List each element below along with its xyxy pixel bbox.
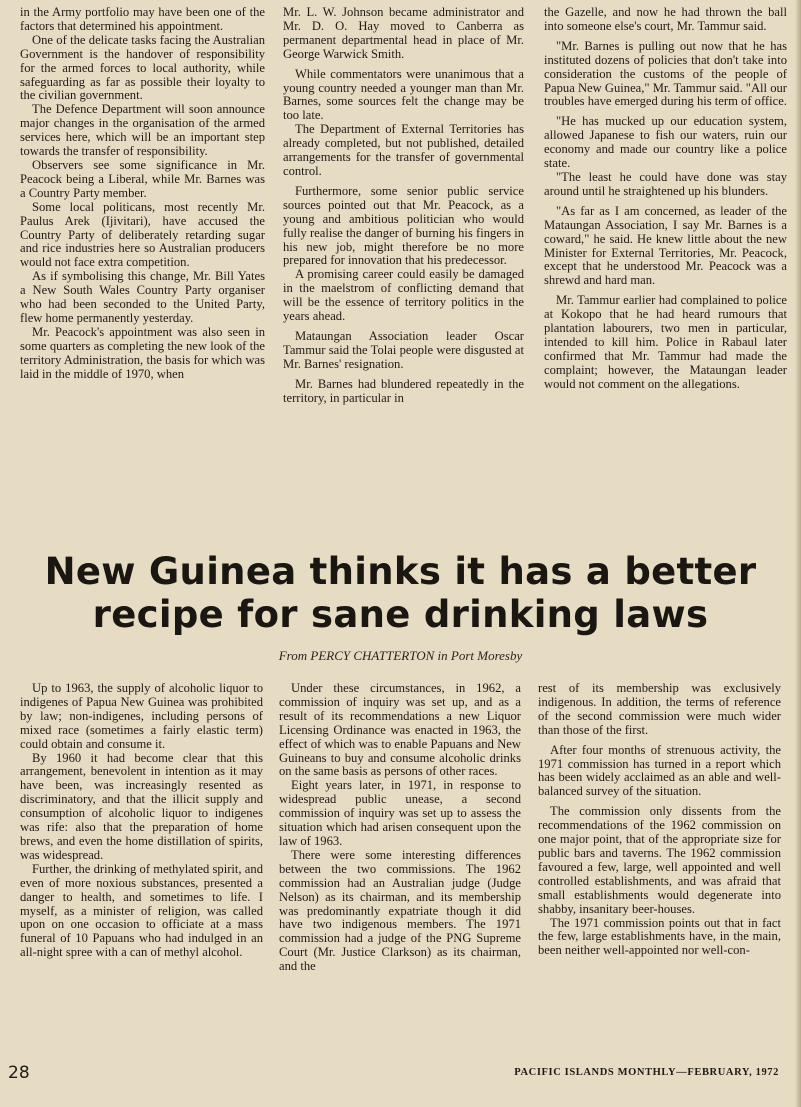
paragraph: Eight years later, in 1971, in response to widespread public unease, a second commission of inquiry was set up to assess the situation which had arisen consequent upon the law of 1963. bbox=[279, 778, 521, 848]
paragraph: "The least he could have done was stay around until he straightened up his blunders. bbox=[544, 169, 787, 198]
running-head: PACIFIC ISLANDS MONTHLY—FEBRUARY, 1972 bbox=[514, 1067, 779, 1078]
paragraph: Furthermore, some senior public service sources pointed out that Mr. Peacock, as a young and ambitious politician who would fully realise the danger of burning his fingers in his new job, might therefore be no more prepared for innovation that his predecessor. bbox=[283, 183, 524, 268]
paragraph: Further, the drinking of methylated spirit, and even of more noxious substances, presented a danger to health, and sometimes to life. I myself, as a minister of religion, was called upon on one occasion to officiate at a mass funeral of 10 Papuans who had indulged in an all-night spree with a can of methyl alcohol. bbox=[20, 861, 263, 960]
page-footer bbox=[0, 1063, 801, 1085]
paragraph: "Mr. Barnes is pulling out now that he has instituted dozens of policies that don't take into consideration the customs of the people of Papua New Guinea," Mr. Tammur said. "All our troubles have emerged during his term of office. bbox=[544, 38, 787, 109]
page-edge-shadow bbox=[795, 0, 801, 1107]
paragraph: One of the delicate tasks facing the Australian Government is the handover of responsibility for the armed forces to local authority, while safeguarding as far as possible their loyalty to the civilian government. bbox=[20, 32, 265, 103]
paragraph: Mr. L. W. Johnson became administrator and Mr. D. O. Hay moved to Canberra as permanent departmental head in place of Mr. George Warwick Smith. bbox=[283, 5, 524, 61]
top-column-3 bbox=[544, 6, 787, 392]
page-number: 28 bbox=[8, 1063, 30, 1083]
paragraph: Mataungan Association leader Oscar Tammur said the Tolai people were disgusted at Mr. Barnes' resignation. bbox=[283, 328, 524, 371]
top-column-1 bbox=[20, 6, 265, 381]
paragraph: Observers see some significance in Mr. Peacock being a Liberal, while Mr. Barnes was a Country Party member. bbox=[20, 157, 265, 200]
paragraph: After four months of strenuous activity, the 1971 commission has turned in a report which has been widely acclaimed as an able and well-balanced survey of the situation. bbox=[538, 742, 781, 799]
top-column-2 bbox=[283, 6, 524, 405]
article-column-1 bbox=[20, 682, 263, 960]
headline-line-2: recipe for sane drinking laws bbox=[92, 593, 709, 636]
paragraph: A promising career could easily be damaged in the maelstrom of conflicting demand that will be the essence of territory politics in the years ahead. bbox=[283, 267, 524, 324]
byline: From PERCY CHATTERTON in Port Moresby bbox=[278, 648, 523, 663]
article-headline bbox=[0, 550, 801, 636]
paragraph: The Department of External Territories has already completed, but not published, detailed arrangements for the transfer of governmental control. bbox=[283, 122, 524, 178]
headline-line-1: New Guinea thinks it has a better bbox=[44, 550, 757, 593]
paragraph: Mr. Peacock's appointment was also seen in some quarters as completing the new look of the territory Administration, the basis for which was laid in the middle of 1970, when bbox=[20, 324, 265, 381]
paragraph: By 1960 it had become clear that this arrangement, benevolent in intention as it may have been, was increasingly resented as discriminatory, and that the illicit supply and consumption of alcoholic liquor to indigenes was rife: also that the preparation of home brews, and even the home distillation of spirits, was widespread. bbox=[20, 750, 263, 862]
article-column-3 bbox=[538, 682, 781, 958]
paragraph: There were some interesting differences between the two commissions. The 1962 commission had an Australian judge (Judge Nelson) as its chairman, and its membership was predominantly expatriate though it did have two indigenous members. The 1971 commission had a judge of the PNG Supreme Court (Mr. Justice Clarkson) as its chairman, and the bbox=[279, 847, 521, 974]
paragraph: The 1971 commission points out that in fact the few, large establishments have, in the main, been neither well-appointed nor well-con- bbox=[538, 915, 781, 958]
paragraph: Mr. Tammur earlier had complained to police at Kokopo that he had heard rumours that plantation labourers, two men in particular, intended to kill him. Police in Rabaul later confirmed that Mr. Tammur had made the complaint; however, the Mataungan leader would not comment on the allegations. bbox=[544, 293, 787, 391]
paragraph: The commission only dissents from the recommendations of the 1962 commission on one major point, that of the appropriate size for public bars and taverns. The 1962 commission favoured a few, large, well appointed and well controlled establishments, and was afraid that small establishments would degenerate into shabby, insanitary beer-houses. bbox=[538, 804, 781, 916]
paragraph: While commentators were unanimous that a young country needed a younger man than Mr. Barnes, some sources felt the change may be too late. bbox=[283, 66, 524, 123]
paragraph: The Defence Department will soon announce major changes in the organisation of the armed services here, which will be an important step towards the transfer of responsibility. bbox=[20, 102, 265, 159]
paragraph: Under these circumstances, in 1962, a commission of inquiry was set up, and as a result of its recommendations a new Liquor Licensing Ordinance was enacted in 1963, the effect of which was to enable Papuans and New Guineans to buy and consume alcoholic drinks on the same basis as persons of other races. bbox=[279, 681, 521, 779]
paragraph: Up to 1963, the supply of alcoholic liquor to indigenes of Papua New Guinea was prohibited by law; non-indigenes, including persons of mixed race (sometimes a fairly elastic term) could obtain and consume it. bbox=[20, 681, 263, 751]
paragraph: As if symbolising this change, Mr. Bill Yates a New South Wales Country Party organiser who had been seconded to the United Party, flew home permanently yesterday. bbox=[20, 269, 265, 325]
article-column-2 bbox=[279, 682, 521, 974]
paragraph: Some local politicans, most recently Mr. Paulus Arek (Ijivitari), have accused the Country Party of deliberately retarding sugar and rice industries here so Australian producers would not face extra competition. bbox=[20, 199, 265, 270]
paragraph: "As far as I am concerned, as leader of the Mataungan Association, I say Mr. Barnes is a coward," he said. He knew little about the new Minister for External Territories, Mr. Peacock, except that he understood Mr. Peacock was a shrewd and hard man. bbox=[544, 203, 787, 288]
paragraph: in the Army portfolio may have been one of the factors that determined his appointment. bbox=[20, 5, 265, 33]
paragraph: rest of its membership was exclusively indigenous. In addition, the terms of reference of the second commission were much wider than those of the first. bbox=[538, 681, 781, 737]
paragraph: Mr. Barnes had blundered repeatedly in the territory, in particular in bbox=[283, 376, 524, 405]
paragraph: the Gazelle, and now he had thrown the ball into someone else's court, Mr. Tammur said. bbox=[544, 5, 787, 33]
paragraph: "He has mucked up our education system, allowed Japanese to fish our waters, ruin our economy and made our country like a police state. bbox=[544, 114, 787, 171]
